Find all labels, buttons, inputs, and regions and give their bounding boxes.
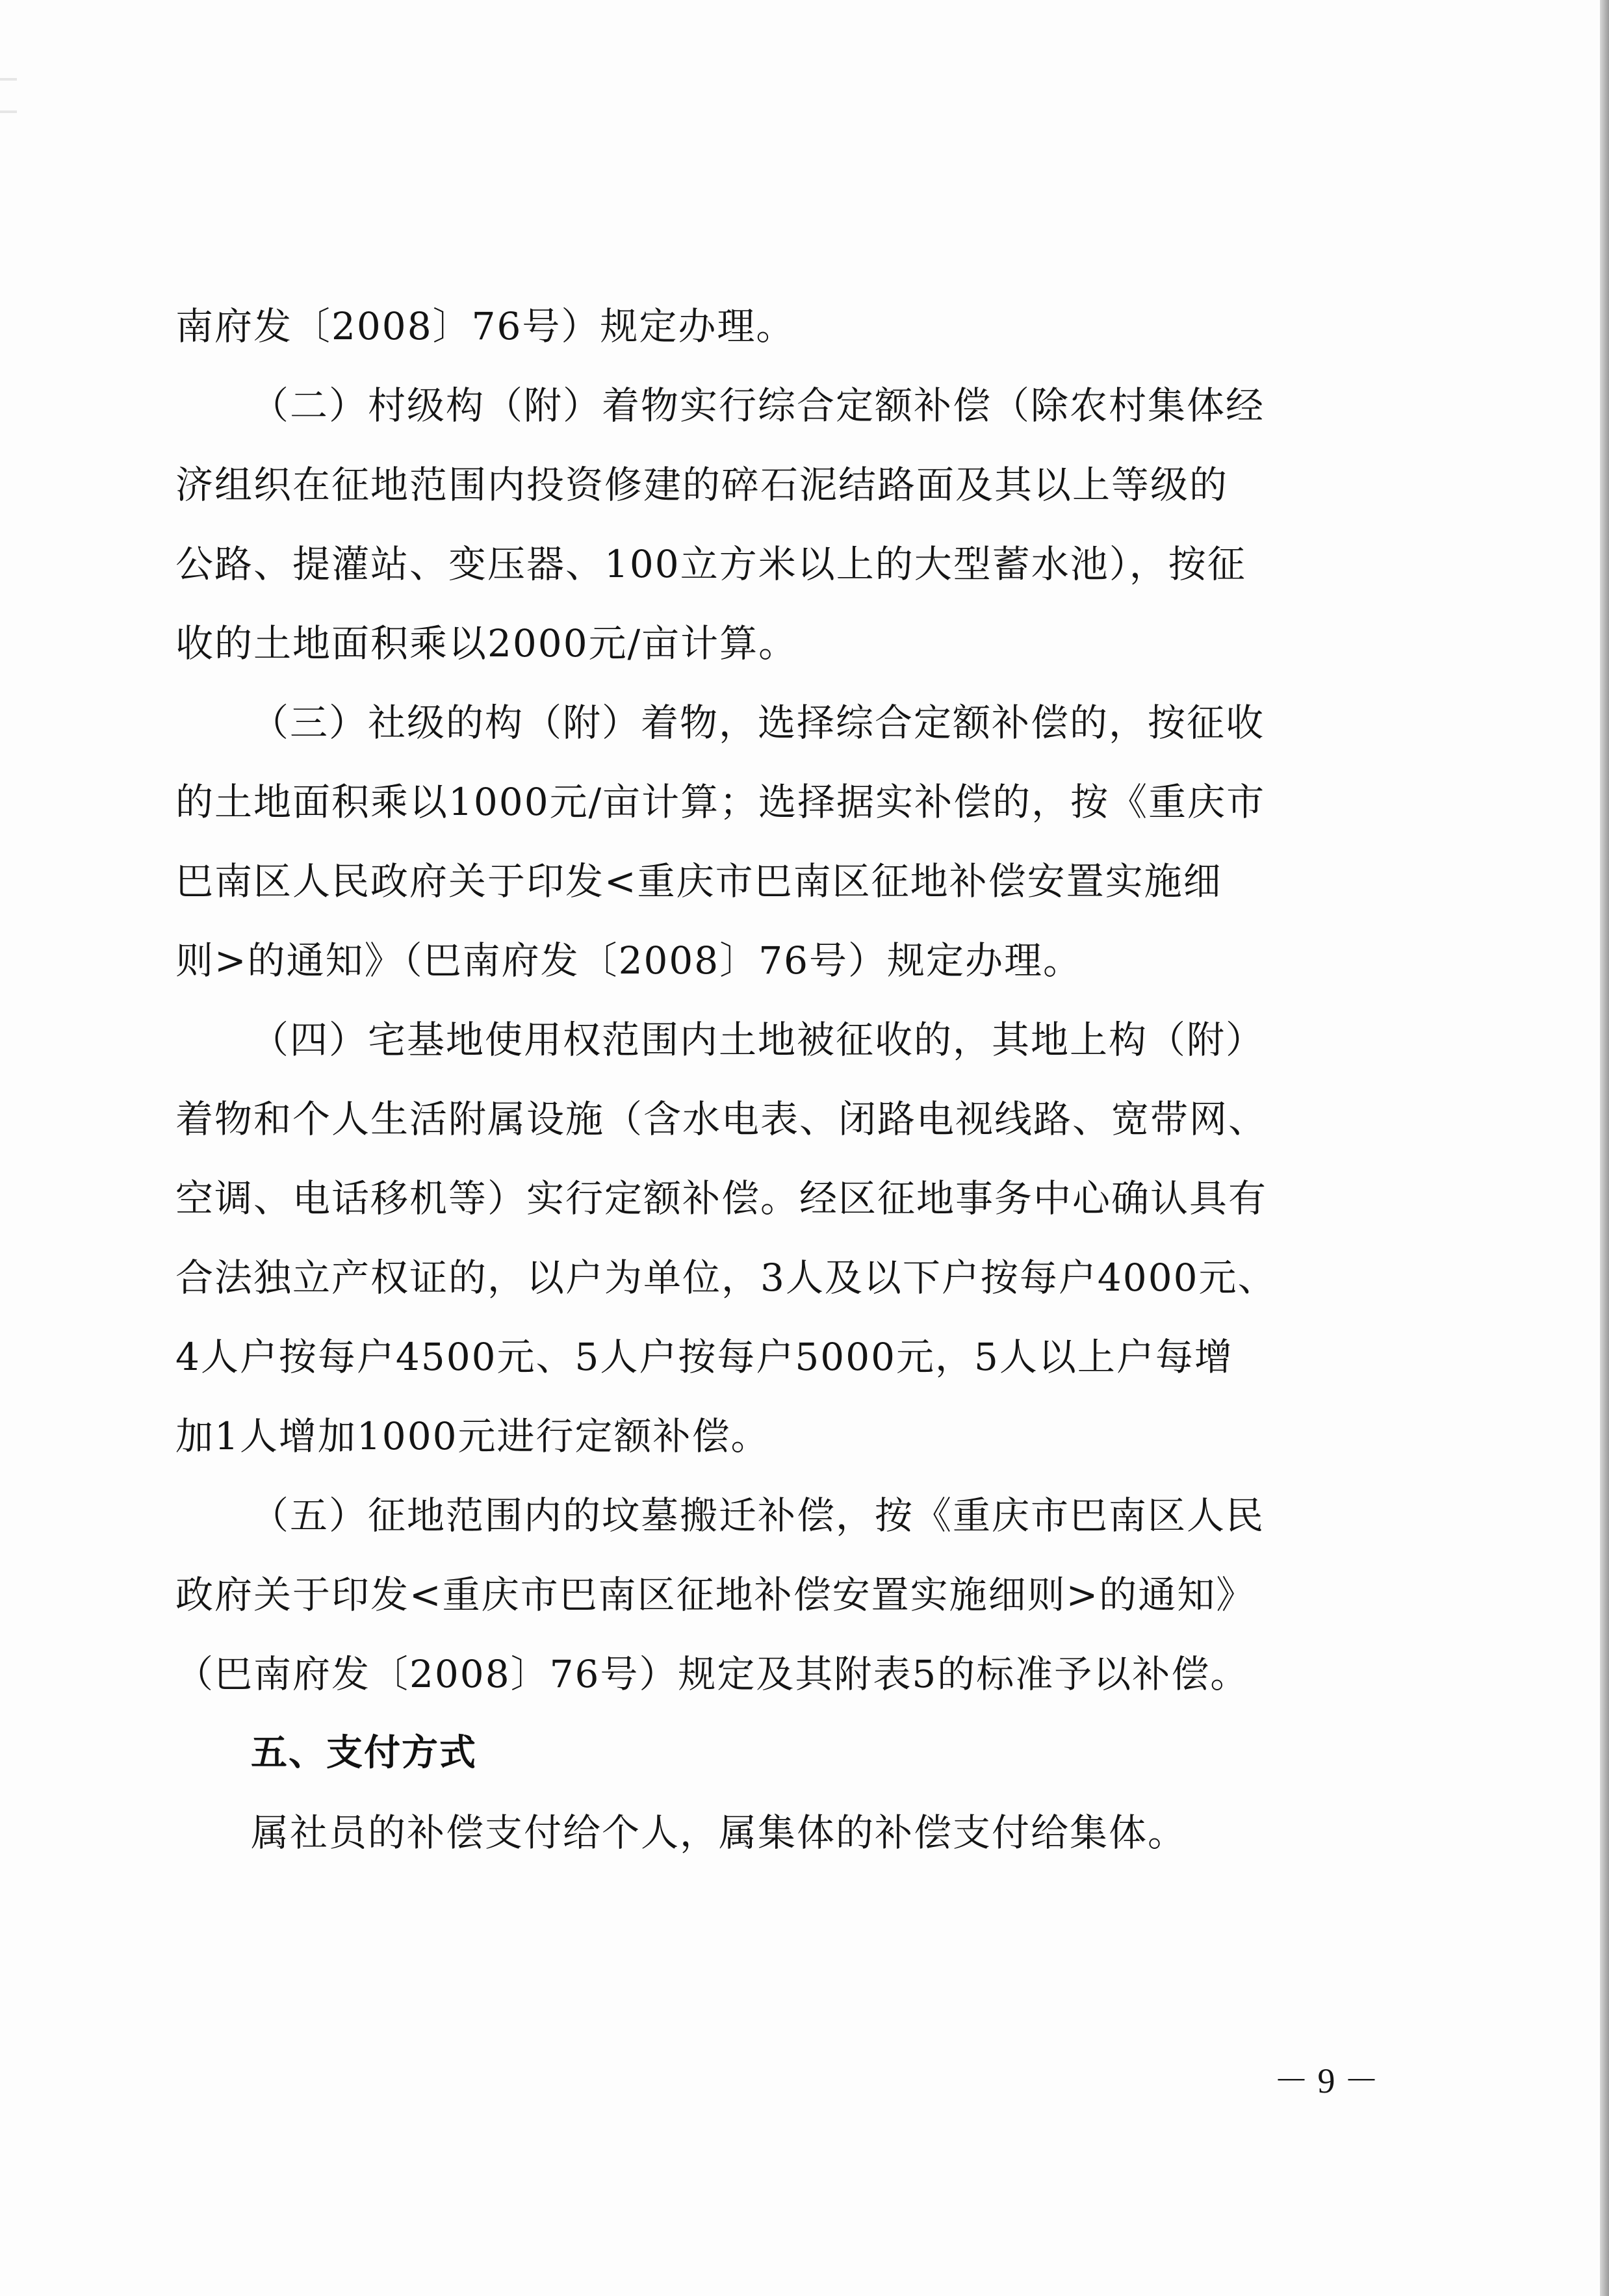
body-line: 的土地面积乘以1000元/亩计算；选择据实补偿的，按《重庆市 <box>175 780 1266 824</box>
body-line: （巴南府发〔2008〕76号）规定及其附表5的标准予以补偿。 <box>175 1652 1250 1696</box>
closing-line: 属社员的补偿支付给个人，属集体的补偿支付给集体。 <box>251 1811 1187 1855</box>
scan-margin-mark <box>0 110 17 113</box>
scan-margin-mark <box>0 78 17 81</box>
scan-edge-shadow <box>1600 0 1609 2296</box>
body-line: 济组织在征地范围内投资修建的碎石泥结路面及其以上等级的 <box>175 463 1229 507</box>
body-line: （二）村级构（附）着物实行综合定额补偿（除农村集体经 <box>251 383 1265 428</box>
body-line: 公路、提灌站、变压器、100立方米以上的大型蓄水池），按征 <box>175 542 1246 586</box>
body-line: 南府发〔2008〕76号）规定办理。 <box>175 304 795 348</box>
page-number: － 9 － <box>1274 2061 1379 2100</box>
body-line: 加1人增加1000元进行定额补偿。 <box>175 1414 770 1458</box>
body-line: 空调、电话移机等）实行定额补偿。经区征地事务中心确认具有 <box>175 1176 1268 1220</box>
body-line: 政府关于印发<重庆市巴南区征地补偿安置实施细则>的通知》 <box>175 1573 1255 1617</box>
body-line: （四）宅基地使用权范围内土地被征收的，其地上构（附） <box>251 1018 1265 1062</box>
body-line: 则>的通知》（巴南府发〔2008〕76号）规定办理。 <box>175 938 1083 983</box>
body-line: 收的土地面积乘以2000元/亩计算。 <box>175 621 798 665</box>
body-line: （三）社级的构（附）着物，选择综合定额补偿的，按征收 <box>251 701 1265 745</box>
section-heading: 五、支付方式 <box>251 1732 477 1774</box>
body-line: 合法独立产权证的，以户为单位，3人及以下户按每户4000元、 <box>175 1256 1277 1300</box>
body-line: 4人户按每户4500元、5人户按每户5000元，5人以上户每增 <box>175 1335 1233 1379</box>
body-line: 巴南区人民政府关于印发<重庆市巴南区征地补偿安置实施细 <box>175 859 1222 903</box>
body-line: 着物和个人生活附属设施（含水电表、闭路电视线路、宽带网、 <box>175 1097 1268 1141</box>
body-line: （五）征地范围内的坟墓搬迁补偿，按《重庆市巴南区人民 <box>251 1493 1265 1538</box>
